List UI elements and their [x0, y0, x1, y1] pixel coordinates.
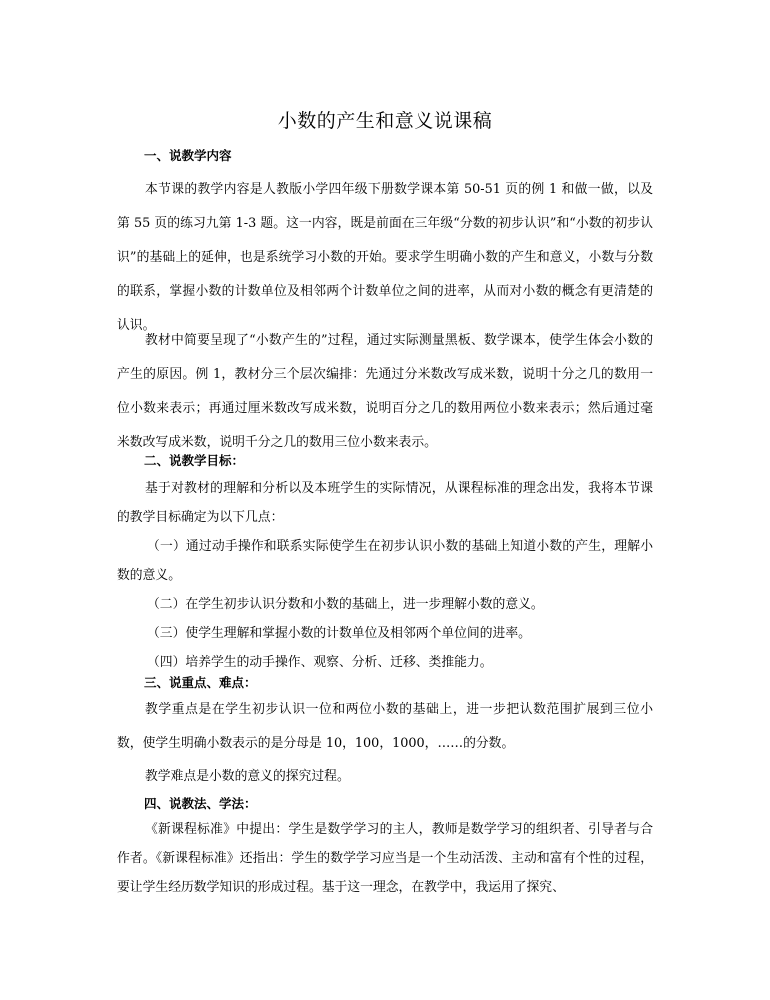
- paragraph: 教材中简要呈现了“小数产生的”过程，通过实际测量黑板、数学课本，使学生体会小数的产生的原因。例 1，教材分三个层次编排：先通过分米数改写成米数，说明十分之几的数用一位小数来表示；再通过厘米数改写成米数，说明百分之几的数用两位小数来表示；然后通过毫米数改写成米数，说明千分之几的数用三位小数来表示。: [117, 333, 653, 450]
- document-title: 小数的产生和意义说课稿: [277, 110, 493, 132]
- paragraph: 基于对教材的理解和分析以及本班学生的实际情况，从课程标准的理念出发，我将本节课的教学目标确定为以下几点：: [117, 481, 653, 525]
- section-3: [117, 673, 653, 691]
- objective-item: （二）在学生初步认识分数和小数的基础上，进一步理解小数的意义。: [147, 597, 544, 612]
- paragraph: 教学难点是小数的意义的探究过程。: [145, 769, 350, 784]
- objective-item: （一）通过动手操作和联系实际使学生在初步认识小数的基础上知道小数的产生，理解小数的意义。: [117, 539, 653, 583]
- section-3-body: [117, 693, 653, 793]
- section-2-body: [117, 474, 653, 677]
- objective-item: （三）使学生理解和掌握小数的计数单位及相邻两个单位间的进率。: [147, 626, 531, 641]
- paragraph: 《新课程标准》中提出：学生是数学学习的主人，教师是数学学习的组织者、引导者与合作者。《新课程标准》还指出：学生的数学学习应当是一个生动活泼、主动和富有个性的过程，要让学生经历数学知识的形成过程。基于这一理念，在教学中，我运用了探究、: [117, 822, 653, 895]
- section-4-body: [117, 815, 653, 902]
- section-heading: 四、说教法、学法：: [144, 796, 257, 811]
- objective-item: （四）培养学生的动手操作、观察、分析、迁移、类推能力。: [147, 655, 493, 670]
- section-heading: 二、说教学目标：: [144, 453, 245, 468]
- paragraph: 教学重点是在学生初步认识一位和两位小数的基础上，进一步把认数范围扩展到三位小数，使学生明确小数表示的是分母是 10，100，1000，……的分数。: [117, 702, 653, 751]
- section-2: [117, 451, 653, 469]
- paragraph: 本节课的教学内容是人教版小学四年级下册数学课本第 50-51 页的例 1 和做一做，以及第 55 页的练习九第 1-3 题。这一内容，既是前面在三年级“分数的初步认识”和“小数的初步认识”的基础上的延伸，也是系统学习小数的开始。要求学生明确小数的产生和意义，小数与分数的联系，掌握小数的计数单位及相邻两个计数单位之间的进率，从而对小数的概念有更清楚的认识。: [117, 182, 653, 333]
- section-1: [117, 146, 653, 164]
- section-4: [117, 794, 653, 812]
- section-heading: 三、说重点、难点：: [144, 675, 257, 690]
- section-1-body-2: [117, 324, 653, 460]
- section-heading: 一、说教学内容: [144, 148, 232, 163]
- section-1-body: [117, 173, 653, 343]
